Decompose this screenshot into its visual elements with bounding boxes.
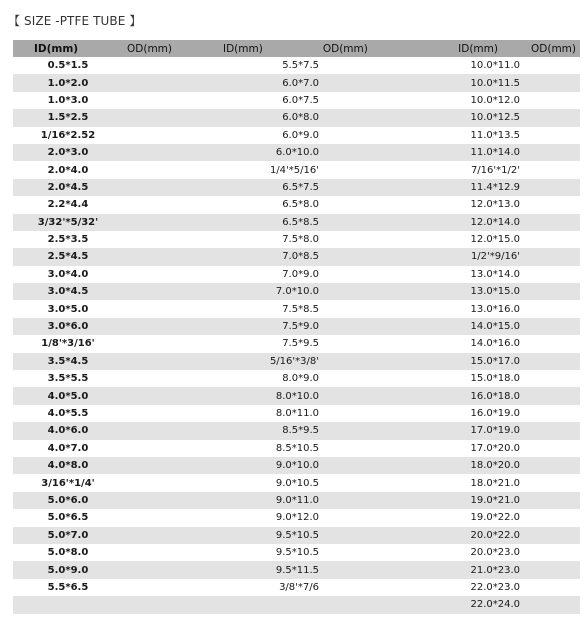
cell-group-3 [375, 440, 520, 457]
spacer-cell [123, 248, 215, 265]
size-value-1: 2.2*4.4 [47, 199, 89, 211]
cell-group-2 [215, 457, 375, 474]
spacer-cell [123, 353, 215, 370]
cell-group-1 [13, 509, 123, 526]
size-value-2: 9.5*11.5 [275, 564, 319, 576]
size-value-2: 7.5*9.0 [282, 321, 319, 333]
table-row [13, 57, 580, 74]
cell-group-3 [375, 544, 520, 561]
table-row [13, 283, 580, 300]
table-row [13, 474, 580, 491]
cell-group-3 [375, 300, 520, 317]
size-value-1: 5.0*6.5 [47, 512, 89, 524]
spacer-cell [123, 335, 215, 352]
size-value-2: 6.0*7.0 [282, 77, 319, 89]
size-value-1: 3.0*4.5 [47, 286, 89, 298]
table-row [13, 214, 580, 231]
size-value-3: 15.0*17.0 [470, 355, 520, 367]
spacer-cell [123, 596, 215, 613]
spacer-cell [123, 440, 215, 457]
cell-group-3 [375, 370, 520, 387]
size-value-3: 10.0*12.0 [470, 94, 520, 106]
table-row [13, 387, 580, 404]
header-od-1: OD(mm) [123, 40, 215, 57]
size-value-2: 9.0*12.0 [275, 512, 319, 524]
size-value-3: 16.0*19.0 [470, 408, 520, 419]
cell-group-2 [215, 335, 375, 352]
cell-group-2 [215, 440, 375, 457]
cell-group-2 [215, 92, 375, 109]
table-row [13, 109, 580, 126]
cell-group-3 [375, 127, 520, 144]
size-value-1: 4.0*6.0 [47, 425, 89, 437]
spacer-cell [123, 214, 215, 231]
cell-group-3 [375, 196, 520, 213]
cell-group-2 [215, 231, 375, 248]
size-value-2: 9.5*10.5 [275, 547, 319, 559]
cell-group-1 [13, 57, 123, 74]
size-value-3: 15.0*18.0 [470, 373, 520, 385]
table-row [13, 596, 580, 613]
size-value-3: 10.0*11.0 [470, 60, 520, 72]
size-value-1: 4.0*8.0 [47, 460, 89, 472]
size-value-1: 3.0*4.0 [47, 268, 89, 280]
cell-group-1 [13, 353, 123, 370]
table-row [13, 440, 580, 457]
spacer-cell [123, 579, 215, 596]
cell-group-3 [375, 248, 520, 265]
cell-group-2 [215, 74, 375, 91]
size-value-3: 10.0*11.5 [470, 77, 520, 89]
spacer-cell [123, 283, 215, 300]
size-value-3: 13.0*16.0 [470, 303, 520, 315]
cell-group-2 [215, 422, 375, 439]
cell-group-2 [215, 266, 375, 283]
size-value-1: 3/16'*1/4' [41, 477, 95, 489]
cell-group-1 [13, 527, 123, 544]
spacer-cell [123, 527, 215, 544]
table-row [13, 231, 580, 248]
cell-group-3 [375, 335, 520, 352]
cell-group-1 [13, 335, 123, 352]
size-value-2: 6.0*10.0 [275, 147, 319, 159]
spacer-cell [123, 92, 215, 109]
size-value-3: 11.4*12.9 [470, 181, 520, 193]
table-row [13, 196, 580, 213]
cell-group-1 [13, 196, 123, 213]
size-value-1: 0.5*1.5 [47, 60, 89, 72]
cell-group-2 [215, 300, 375, 317]
cell-group-2 [215, 353, 375, 370]
cell-group-1 [13, 544, 123, 561]
size-value-1: 4.0*5.0 [47, 390, 89, 402]
table-row [13, 335, 580, 352]
cell-group-1 [13, 474, 123, 491]
size-value-1: 3.5*4.5 [47, 355, 89, 367]
cell-group-3 [375, 422, 520, 439]
size-value-1: 2.0*4.5 [47, 181, 89, 193]
spacer-cell [123, 109, 215, 126]
spacer-cell [123, 300, 215, 317]
size-value-2: 8.0*9.0 [282, 373, 319, 385]
size-value-2: 5.5*7.5 [282, 60, 319, 72]
table-row [13, 579, 580, 596]
spacer-cell [123, 492, 215, 509]
cell-group-3 [375, 109, 520, 126]
size-value-2: 9.0*10.5 [275, 477, 319, 489]
cell-group-3 [375, 527, 520, 544]
cell-group-2 [215, 144, 375, 161]
size-value-3: 14.0*15.0 [470, 321, 520, 333]
size-value-3: 18.0*21.0 [470, 477, 520, 489]
cell-group-2 [215, 196, 375, 213]
size-value-3: 13.0*15.0 [470, 286, 520, 298]
header-id-3: ID(mm) [375, 40, 500, 57]
size-value-2: 3/8'*7/6 [279, 581, 319, 593]
table-row [13, 492, 580, 509]
size-value-1: 2.5*4.5 [47, 251, 89, 263]
table-row [13, 527, 580, 544]
size-value-2: 7.0*8.5 [282, 251, 319, 263]
size-value-2: 6.0*8.0 [282, 112, 319, 124]
cell-group-2 [215, 57, 375, 74]
size-value-1: 3/32'*5/32' [37, 216, 99, 228]
size-value-2: 5/16'*3/8' [269, 355, 319, 367]
spacer-cell [123, 179, 215, 196]
table-row [13, 248, 580, 265]
table-row [13, 561, 580, 578]
size-value-2: 7.0*10.0 [275, 286, 319, 298]
size-value-1: 2.0*4.0 [47, 164, 89, 176]
cell-group-1 [13, 214, 123, 231]
size-value-2: 9.0*10.0 [275, 460, 319, 472]
table-row [13, 544, 580, 561]
cell-group-1 [13, 74, 123, 91]
cell-group-1 [13, 127, 123, 144]
size-value-2: 9.5*10.5 [275, 529, 319, 541]
cell-group-1 [13, 144, 123, 161]
size-value-3: 11.0*13.5 [470, 129, 520, 141]
spacer-cell [123, 57, 215, 74]
size-value-2: 6.0*9.0 [282, 129, 319, 141]
size-value-2: 8.0*10.0 [275, 390, 319, 402]
size-value-1: 5.0*9.0 [47, 564, 89, 576]
size-value-3: 19.0*22.0 [470, 512, 520, 524]
size-value-1: 5.0*8.0 [47, 547, 89, 559]
size-value-3: 12.0*15.0 [470, 234, 520, 246]
cell-group-2 [215, 318, 375, 335]
spacer-cell [123, 196, 215, 213]
cell-group-1 [13, 422, 123, 439]
table-body [13, 57, 580, 614]
cell-group-2 [215, 161, 375, 178]
cell-group-2 [215, 109, 375, 126]
table-row [13, 353, 580, 370]
header-id-1: ID(mm) [13, 40, 123, 57]
cell-group-3 [375, 492, 520, 509]
size-value-2: 7.5*8.0 [282, 234, 319, 246]
cell-group-1 [13, 440, 123, 457]
cell-group-1 [13, 300, 123, 317]
size-value-2: 8.5*9.5 [282, 425, 319, 437]
table-row [13, 179, 580, 196]
size-value-3: 14.0*16.0 [470, 338, 520, 350]
header-od-3: OD(mm) [500, 40, 580, 57]
spacer-cell [123, 127, 215, 144]
size-value-2: 6.5*7.5 [282, 181, 319, 193]
size-value-1: 5.0*7.0 [47, 529, 89, 541]
table-row [13, 300, 580, 317]
size-value-2: 7.5*9.5 [282, 338, 319, 350]
cell-group-1 [13, 318, 123, 335]
cell-group-3 [375, 318, 520, 335]
size-value-3: 19.0*21.0 [470, 494, 520, 506]
cell-group-1 [13, 561, 123, 578]
spacer-cell [123, 74, 215, 91]
size-value-2: 1/4'*5/16' [269, 164, 319, 176]
cell-group-2 [215, 179, 375, 196]
table-row [13, 74, 580, 91]
size-value-3: 20.0*23.0 [470, 547, 520, 559]
size-value-3: 13.0*14.0 [470, 268, 520, 280]
size-value-1: 1.0*3.0 [47, 94, 89, 106]
cell-group-1 [13, 92, 123, 109]
table-row [13, 509, 580, 526]
cell-group-1 [13, 161, 123, 178]
size-value-2: 7.0*9.0 [282, 268, 319, 280]
size-value-3: 10.0*12.5 [470, 112, 520, 124]
cell-group-2 [215, 127, 375, 144]
size-value-1: 2.0*3.0 [47, 147, 89, 159]
spacer-cell [123, 457, 215, 474]
spacer-cell [123, 422, 215, 439]
size-value-3: 21.0*23.0 [470, 564, 520, 576]
size-value-2: 6.5*8.5 [282, 216, 319, 228]
spacer-cell [123, 544, 215, 561]
cell-group-3 [375, 283, 520, 300]
cell-group-2 [215, 474, 375, 491]
size-value-1: 3.0*5.0 [47, 303, 89, 315]
size-value-1: 1/16*2.52 [40, 129, 96, 141]
cell-group-1 [13, 231, 123, 248]
cell-group-2 [215, 492, 375, 509]
size-value-2: 6.0*7.5 [282, 94, 319, 106]
size-value-1: 4.0*5.5 [47, 408, 89, 419]
spacer-cell [123, 509, 215, 526]
size-value-1: 3.5*5.5 [47, 373, 89, 385]
cell-group-1 [13, 283, 123, 300]
cell-group-1 [13, 266, 123, 283]
spacer-cell [123, 231, 215, 248]
table-row [13, 127, 580, 144]
cell-group-2 [215, 527, 375, 544]
cell-group-2 [215, 283, 375, 300]
spacer-cell [123, 144, 215, 161]
size-value-1: 5.5*6.5 [47, 581, 89, 593]
cell-group-3 [375, 509, 520, 526]
size-value-3: 11.0*14.0 [470, 147, 520, 159]
size-value-3: 22.0*23.0 [470, 581, 520, 593]
size-value-3: 12.0*13.0 [470, 199, 520, 211]
cell-group-2 [215, 370, 375, 387]
cell-group-1 [13, 248, 123, 265]
spacer-cell [123, 370, 215, 387]
spacer-cell [123, 266, 215, 283]
cell-group-1 [13, 387, 123, 404]
cell-group-2 [215, 405, 375, 422]
size-value-3: 18.0*20.0 [470, 460, 520, 472]
cell-group-2 [215, 544, 375, 561]
spacer-cell [123, 561, 215, 578]
cell-group-3 [375, 231, 520, 248]
cell-group-3 [375, 57, 520, 74]
cell-group-3 [375, 74, 520, 91]
table-row [13, 266, 580, 283]
table-row [13, 318, 580, 335]
table-row [13, 144, 580, 161]
cell-group-2 [215, 214, 375, 231]
header-id-2: ID(mm) OD(mm) [215, 40, 375, 57]
cell-group-2 [215, 579, 375, 596]
spacer-cell [123, 474, 215, 491]
cell-group-3 [375, 92, 520, 109]
table-row [13, 92, 580, 109]
table-header-row [13, 40, 580, 57]
cell-group-3 [375, 353, 520, 370]
size-value-2: 8.5*10.5 [275, 442, 319, 454]
cell-group-1 [13, 596, 123, 613]
size-value-3: 17.0*19.0 [470, 425, 520, 437]
cell-group-3 [375, 214, 520, 231]
cell-group-3 [375, 161, 520, 178]
cell-group-1 [13, 109, 123, 126]
cell-group-2 [215, 596, 375, 613]
cell-group-1 [13, 370, 123, 387]
cell-group-2 [215, 509, 375, 526]
cell-group-1 [13, 405, 123, 422]
size-value-2: 7.5*8.5 [282, 303, 319, 315]
size-value-3: 20.0*22.0 [470, 529, 520, 541]
size-value-1: 1.5*2.5 [47, 112, 89, 124]
size-value-1: 4.0*7.0 [47, 442, 89, 454]
header-od-2: OD(mm) [322, 42, 368, 55]
spacer-cell [123, 405, 215, 422]
cell-group-1 [13, 179, 123, 196]
cell-group-3 [375, 387, 520, 404]
cell-group-1 [13, 492, 123, 509]
cell-group-3 [375, 179, 520, 196]
size-value-1: 1.0*2.0 [47, 77, 89, 89]
cell-group-3 [375, 457, 520, 474]
cell-group-3 [375, 561, 520, 578]
size-value-3: 22.0*24.0 [470, 599, 520, 611]
table-row [13, 457, 580, 474]
table-row [13, 405, 580, 422]
cell-group-3 [375, 474, 520, 491]
size-value-1: 2.5*3.5 [47, 234, 89, 246]
size-value-3: 16.0*18.0 [470, 390, 520, 402]
cell-group-3 [375, 266, 520, 283]
size-value-3: 1/2'*9/16' [470, 251, 520, 263]
size-value-2: 8.0*11.0 [275, 408, 319, 419]
size-value-1: 5.0*6.0 [47, 494, 89, 506]
size-value-2: 6.5*8.0 [282, 199, 319, 211]
cell-group-1 [13, 457, 123, 474]
cell-group-2 [215, 387, 375, 404]
spacer-cell [123, 387, 215, 404]
size-value-3: 12.0*14.0 [470, 216, 520, 228]
cell-group-3 [375, 579, 520, 596]
size-value-1: 1/8'*3/16' [41, 338, 95, 350]
page-title: 【 SIZE -PTFE TUBE 】 [8, 14, 142, 28]
size-value-3: 17.0*20.0 [470, 442, 520, 454]
cell-group-1 [13, 579, 123, 596]
cell-group-2 [215, 248, 375, 265]
cell-group-3 [375, 405, 520, 422]
cell-group-2 [215, 561, 375, 578]
spacer-cell [123, 318, 215, 335]
table-row [13, 161, 580, 178]
spacer-cell [123, 161, 215, 178]
cell-group-3 [375, 596, 520, 613]
size-value-1: 3.0*6.0 [47, 321, 89, 333]
size-value-3: 7/16'*1/2' [470, 164, 520, 176]
cell-group-3 [375, 144, 520, 161]
size-value-2: 9.0*11.0 [275, 494, 319, 506]
size-table [13, 40, 580, 614]
table-row [13, 370, 580, 387]
table-row [13, 422, 580, 439]
